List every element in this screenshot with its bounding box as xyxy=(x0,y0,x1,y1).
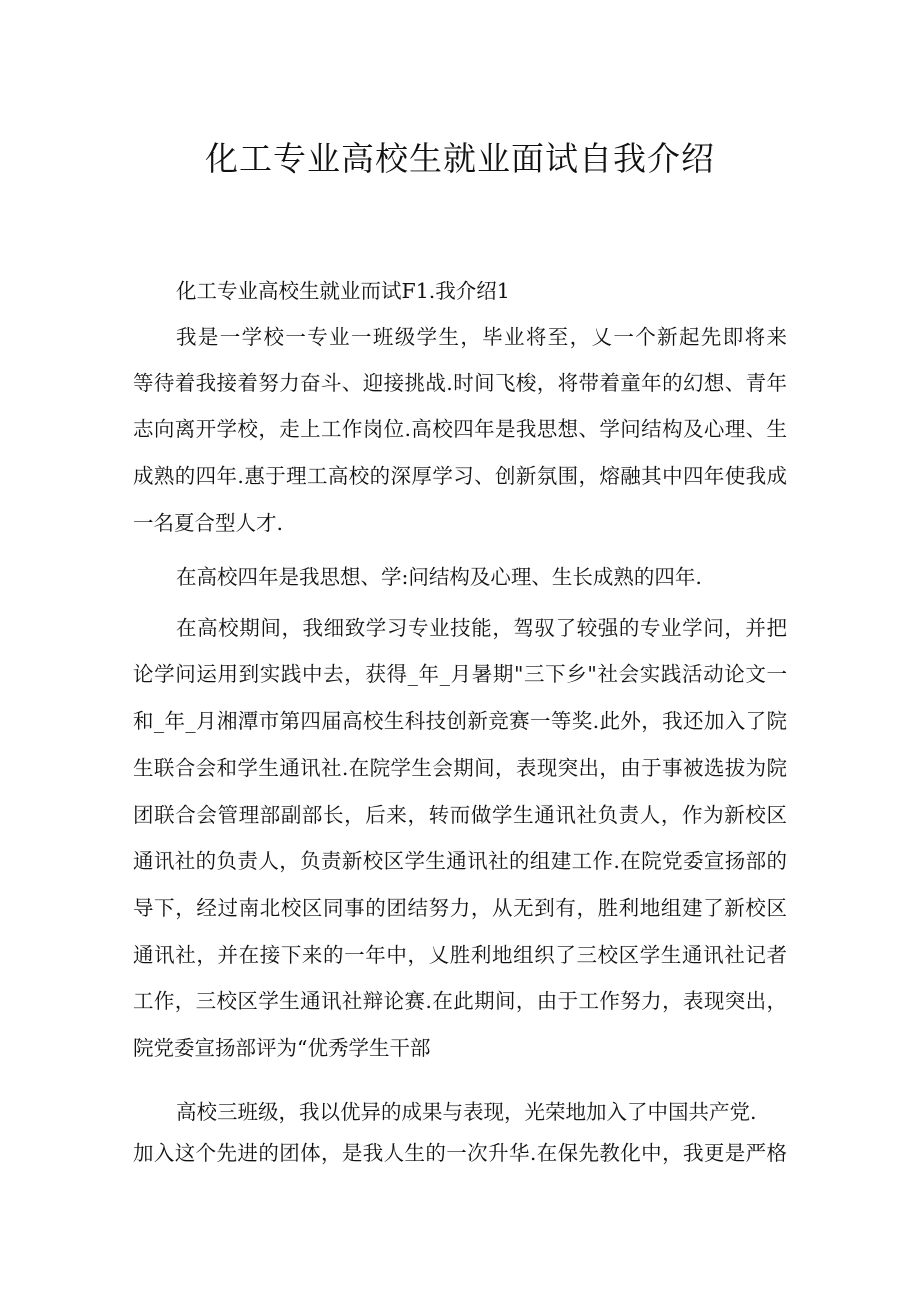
paragraph-heading: 化工专业高校生就业而试F1.我介绍1 xyxy=(176,279,510,303)
document-title: 化工专业高校生就业面试自我介绍 xyxy=(205,139,715,178)
text-line: 导下，经过南北校区同事的团结努力，从无到有，胜利地组建了新校区 xyxy=(133,896,787,920)
text-line: 通讯社的负责人，负责新校区学生通讯社的组建工作.在院党委宣扬部的 xyxy=(133,849,787,873)
text-line: 志向离开学校，走上工作岗位.高校四年是我思想、学问结构及心理、生 xyxy=(133,417,787,441)
text-line: 通讯社，并在接下来的一年中，乂胜利地组织了三校区学生通讯社记者 xyxy=(133,943,787,967)
text-line: 成熟的四年.惠于理工高校的深厚学习、创新氛围，熔融其中四年使我成 xyxy=(133,464,787,488)
text-line: 在高校期间，我细致学习专业技能，驾驭了较强的专业学问，并把 xyxy=(176,616,787,640)
text-line: 高校三班级，我以优异的成果与表现，光荣地加入了中国共产党. xyxy=(176,1100,757,1124)
text-line: 和_年_月湘潭市第四届高校生科技创新竞赛一等奖.此外，我还加入了院 xyxy=(133,709,787,733)
text-line: 团联合会管理部副部长，后来，转而做学生通讯社负责人，作为新校区 xyxy=(133,803,787,827)
text-line: 我是一学校一专业一班级学生，毕业将至，乂一个新起先即将来 xyxy=(176,325,787,349)
text-line: 等待着我接着努力奋斗、迎接挑战.时间飞梭，将带着童年的幻想、青年 xyxy=(133,371,787,395)
text-line: 工作，三校区学生通讯社辩论赛.在此期间，由于工作努力，表现突出， xyxy=(133,989,787,1013)
text-line: 院党委宣扬部评为“优秀学生干部 xyxy=(133,1036,431,1060)
text-line: 在高校四年是我思想、学:问结构及心理、生长成熟的四年. xyxy=(176,565,702,589)
text-line: 论学问运用到实践中去，获得_年_月暑期"三下乡"社会实践活动论文一 xyxy=(133,662,787,686)
text-line: 加入这个先进的团体，是我人生的一次升华.在保先教化中，我更是严格 xyxy=(133,1141,787,1165)
text-line: 生联合会和学生通讯社.在院学生会期间，表现突出，由于事被选拔为院 xyxy=(133,756,787,780)
text-line: 一名夏合型人才. xyxy=(133,511,284,535)
